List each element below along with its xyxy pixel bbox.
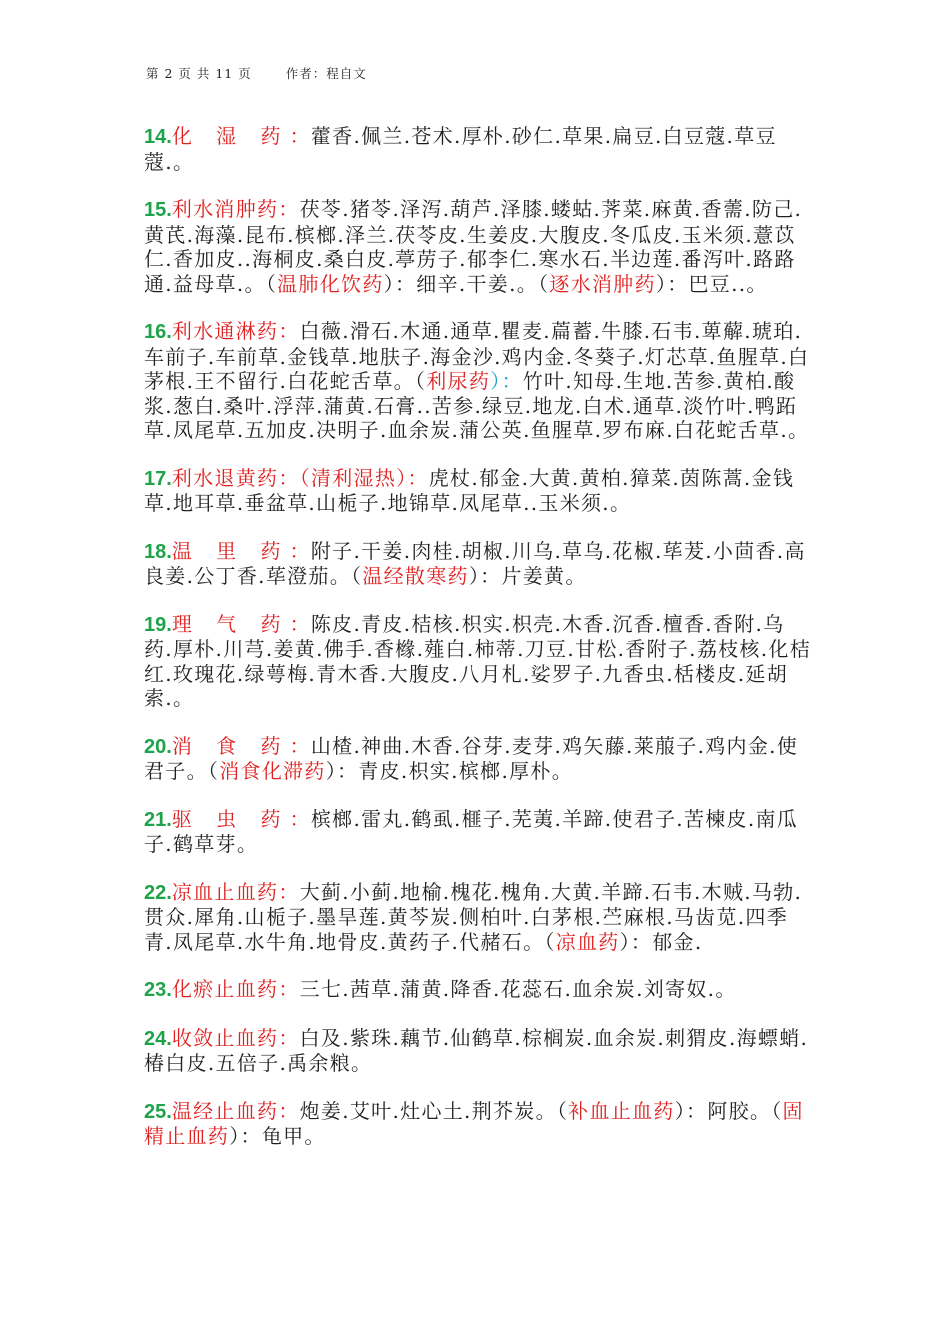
sub-herbs: 片姜黄。 xyxy=(501,564,587,588)
sub-category: 凉血药 xyxy=(555,929,620,954)
entry-category: 收敛止血药 xyxy=(171,1025,279,1050)
sub-close: ）： xyxy=(229,1124,262,1148)
sub-close: ）： xyxy=(490,369,523,393)
entry-number: 21. xyxy=(144,808,172,831)
sub-open: （ xyxy=(265,271,278,296)
sub-herbs: 细辛.干姜.。 xyxy=(416,271,539,296)
entry-category: 化 湿 药 xyxy=(171,124,290,148)
entry-colon: ： xyxy=(289,611,311,636)
sub-herbs: 郁金. xyxy=(652,929,703,954)
entry-herbs: 炮姜.艾叶.灶心土.荆芥炭。 xyxy=(299,1098,557,1123)
entry-category: 凉血止血药 xyxy=(171,879,279,904)
entry-25 xyxy=(144,1099,812,1149)
sub-open: （ xyxy=(538,271,550,296)
entry-herbs: 白薇.滑石.木通.通草.瞿麦.萹蓄.牛膝.石韦.萆薢.琥珀.车前子.车前草.金钱草.地肤子.海金沙.鸡内金.冬葵子.灯芯草.鱼腥草.白茅根.王不留行.白花蛇舌草。 xyxy=(144,319,810,393)
author: 作者：程自文 xyxy=(285,66,367,81)
entry-category: 驱 虫 药 xyxy=(171,806,290,831)
entry-colon: ： xyxy=(289,733,311,758)
entry-23 xyxy=(144,977,812,1003)
sub-close: ）： xyxy=(325,759,359,783)
entry-number: 20. xyxy=(144,735,172,758)
entry-colon: ： xyxy=(289,124,311,148)
entry-number: 19. xyxy=(144,613,172,636)
entry-number: 15. xyxy=(144,199,172,221)
sub-category: 温经散寒药 xyxy=(362,564,469,588)
sub-herbs: 阿胶。 xyxy=(707,1098,772,1123)
entry-18 xyxy=(144,539,812,589)
entry-colon: ： xyxy=(289,806,311,831)
entry-herbs: 附子.干姜.肉桂.胡椒.川乌.草乌.花椒.荜茇.小茴香.高良姜.公丁香.荜澄茄。 xyxy=(144,538,806,588)
entry-category: 温经止血药 xyxy=(171,1098,279,1123)
entry-19 xyxy=(144,612,812,711)
sub-open: （ xyxy=(351,564,363,588)
sub-open: （ xyxy=(771,1098,783,1123)
entry-category: 利水通淋药 xyxy=(171,319,279,343)
sub-close: ）： xyxy=(655,271,689,296)
entry-14 xyxy=(144,124,812,174)
entry-herbs: 茯苓.猪苓.泽泻.葫芦.泽膝.蝼蛄.荠菜.麻黄.香薷.防己.黄芪.海藻.昆布.槟榔.泽兰.茯苓皮.生姜皮.大腹皮.冬瓜皮.玉米须.薏苡仁.香加皮..海桐皮.桑白皮.葶苈子.郁李仁.寒水石.半边莲.番泻叶.路路通.益母草.。 xyxy=(144,197,803,296)
entry-number: 14. xyxy=(144,126,172,148)
sub-open: （ xyxy=(544,929,556,954)
entry-category: 温 里 药 xyxy=(171,538,290,563)
sub-open: （ xyxy=(556,1098,569,1123)
entry-number: 23. xyxy=(144,979,172,1001)
entry-herbs: 槟榔.雷丸.鹤虱.榧子.芜荑.羊蹄.使君子.苦楝皮.南瓜子.鹤草芽。 xyxy=(144,806,799,856)
entry-number: 25. xyxy=(144,1100,172,1123)
entry-colon: ： xyxy=(278,879,300,904)
entry-herbs: 陈皮.青皮.桔核.枳实.枳壳.木香.沉香.檀香.香附.乌药.厚朴.川芎.姜黄.佛手.香橼.薤白.柿蒂.刀豆.甘松.香附子.荔枝核.化桔红.玫瑰花.绿萼梅.青木香.大腹皮.八月札.娑罗子.九香虫.栝楼皮.延胡索.。 xyxy=(144,611,811,710)
entry-colon: ： xyxy=(278,465,300,490)
sub-open: （ xyxy=(414,369,427,393)
entry-number: 24. xyxy=(144,1027,172,1050)
entry-category: 化瘀止血药 xyxy=(171,977,279,1001)
sub-category: 温肺化饮药 xyxy=(277,271,384,296)
entry-colon: ： xyxy=(278,319,300,343)
entry-number: 18. xyxy=(144,540,172,563)
sub-category: 固精止血药 xyxy=(144,1098,804,1148)
entry-22 xyxy=(144,880,812,955)
sub-herbs: 龟甲。 xyxy=(261,1124,326,1148)
entry-colon: ： xyxy=(278,977,300,1001)
entry-herbs: 藿香.佩兰.苍术.厚朴.砂仁.草果.扁豆.白豆蔻.草豆蔻.。 xyxy=(144,124,777,174)
entry-17 xyxy=(144,466,812,516)
entry-24 xyxy=(144,1026,812,1076)
sub-herbs: 竹叶.知母.生地.苦参.黄柏.酸浆.葱白.桑叶.浮萍.蒲黄.石膏..苦参.绿豆.地龙.白术.通草.淡竹叶.鸭跖草.凤尾草.五加皮.决明子.血余炭.蒲公英.鱼腥草.罗布麻.白花蛇舌草.。 xyxy=(144,369,810,442)
sub-close: ）： xyxy=(468,564,502,588)
entry-category: 利水消肿药 xyxy=(171,197,279,221)
sub-herbs: 巴豆..。 xyxy=(688,271,768,296)
document-body xyxy=(144,124,812,1172)
entry-colon: ： xyxy=(289,538,311,563)
sub-close: ）： xyxy=(383,271,417,296)
sub-category: 补血止血药 xyxy=(568,1098,675,1123)
entry-herbs: 三七.茜草.蒲黄.降香.花蕊石.血余炭.刘寄奴.。 xyxy=(299,977,737,1001)
entry-colon: ： xyxy=(278,197,300,221)
entry-category: 理 气 药 xyxy=(171,611,290,636)
sub-herbs: 青皮.枳实.槟榔.厚朴。 xyxy=(358,759,574,783)
entry-colon: ： xyxy=(278,1098,300,1123)
entry-16 xyxy=(144,319,812,443)
sub-category: 消食化滞药 xyxy=(219,759,326,783)
entry-number: 17. xyxy=(144,467,172,490)
sub-open: （ xyxy=(207,759,220,783)
page-info: 第 2 页 共 11 页 xyxy=(146,66,252,81)
entry-herbs: 虎杖.郁金.大黄.黄柏.獐菜.茵陈蒿.金钱草.地耳草.垂盆草.山栀子.地锦草.凤尾草..玉米须.。 xyxy=(144,465,795,515)
page-header xyxy=(146,64,367,82)
entry-herbs: 山楂.神曲.木香.谷芽.麦芽.鸡矢藤.莱菔子.鸡内金.使君子。 xyxy=(144,733,799,783)
sub-close: ）： xyxy=(619,929,653,954)
entry-category: 消 食 药 xyxy=(171,733,290,758)
sub-category: 利尿药 xyxy=(426,369,491,393)
entry-category: 利水退黄药 xyxy=(171,465,279,490)
entry-21 xyxy=(144,807,812,857)
entry-15 xyxy=(144,197,812,296)
entry-number: 22. xyxy=(144,881,172,904)
entry-number: 16. xyxy=(144,321,172,343)
sub-category: （清利湿热）： xyxy=(299,465,429,490)
entry-herbs: 白及.紫珠.藕节.仙鹤草.棕榈炭.血余炭.刺猬皮.海螵蛸.椿白皮.五倍子.禹余粮。 xyxy=(144,1025,809,1075)
sub-category: 逐水消肿药 xyxy=(549,271,656,296)
entry-colon: ： xyxy=(278,1025,300,1050)
entry-20 xyxy=(144,734,812,784)
sub-close: ）： xyxy=(674,1098,708,1123)
entry-herbs: 大蓟.小蓟.地榆.槐花.槐角.大黄.羊蹄.石韦.木贼.马勃.贯众.犀角.山栀子.墨旱莲.黄芩炭.侧柏叶.白茅根.苎麻根.马齿苋.四季青.凤尾草.水牛角.地骨皮.黄药子.代赭石。 xyxy=(144,879,803,954)
